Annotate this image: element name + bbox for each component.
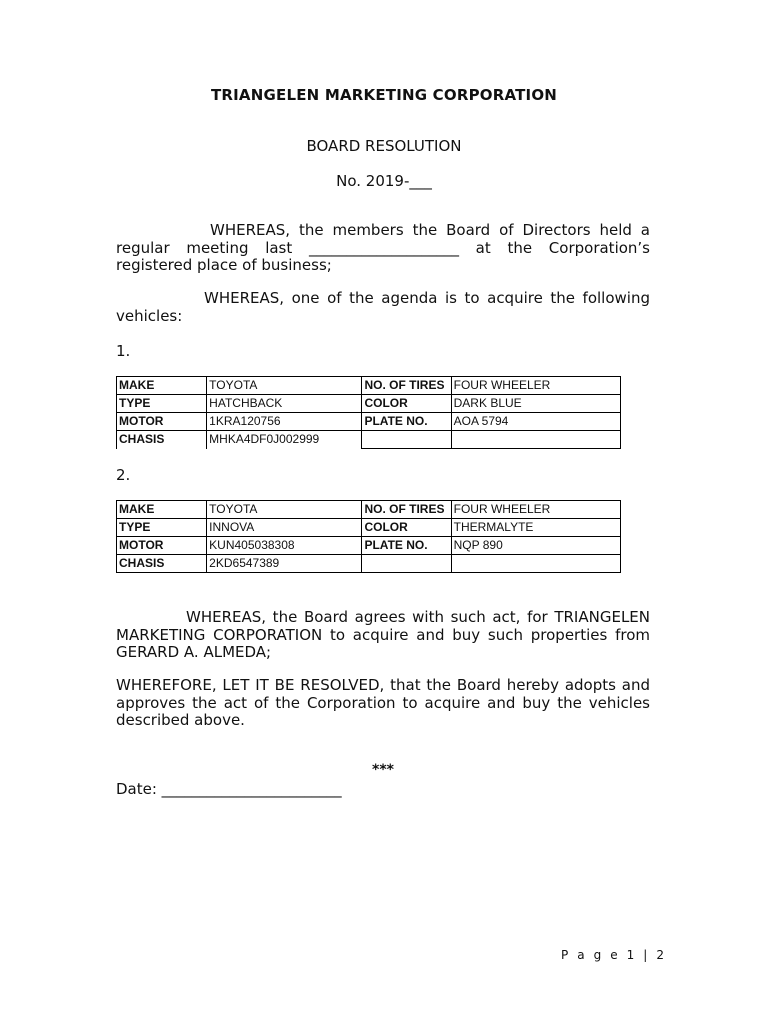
table-cell-value bbox=[451, 431, 620, 449]
table-row bbox=[117, 413, 621, 431]
company-title: TRIANGELEN MARKETING CORPORATION bbox=[210, 86, 558, 104]
vehicle-1-number: 1. bbox=[116, 342, 131, 360]
whereas-board-paragraph: WHEREAS, the Board agrees with such act, for TRIANGELEN MARKETING CORPORATION to acquire and buy such properties from GERARD A. ALMEDA; bbox=[116, 608, 650, 661]
table-row bbox=[117, 377, 621, 395]
document-type: BOARD RESOLUTION bbox=[306, 137, 462, 155]
table-cell-key: MAKE bbox=[117, 377, 207, 395]
table-cell-key: NO. OF TIRES bbox=[362, 377, 451, 395]
table-cell-value: 1KRA120756 bbox=[207, 413, 362, 431]
table-cell-value: TOYOTA bbox=[207, 501, 362, 519]
table-cell-value: FOUR WHEELER bbox=[451, 377, 620, 395]
table-cell-value: AOA 5794 bbox=[451, 413, 620, 431]
table-row bbox=[117, 501, 621, 519]
table-cell-value bbox=[451, 555, 620, 573]
table-row bbox=[117, 519, 621, 537]
table-row bbox=[117, 395, 621, 413]
table-cell-value: FOUR WHEELER bbox=[451, 501, 620, 519]
page-number-footer: P a g e 1 | 2 bbox=[561, 948, 667, 962]
table-cell-key: PLATE NO. bbox=[362, 413, 451, 431]
table-cell-key: CHASIS bbox=[117, 431, 207, 449]
table-cell-key: MOTOR bbox=[117, 537, 207, 555]
table-cell-value: HATCHBACK bbox=[207, 395, 362, 413]
whereas-agenda-paragraph: WHEREAS, one of the agenda is to acquire the following vehicles: bbox=[116, 289, 650, 325]
separator-stars: *** bbox=[372, 762, 394, 778]
wherefore-paragraph: WHEREFORE, LET IT BE RESOLVED, that the Board hereby adopts and approves the act of the Corporation to acquire and buy the vehicles described above. bbox=[116, 676, 650, 729]
table-cell-value: KUN405038308 bbox=[207, 537, 362, 555]
table-cell-value: THERMALYTE bbox=[451, 519, 620, 537]
table-cell-value: NQP 890 bbox=[451, 537, 620, 555]
table-cell-key: CHASIS bbox=[117, 555, 207, 573]
table-cell-key: MOTOR bbox=[117, 413, 207, 431]
table-cell-key bbox=[362, 431, 451, 449]
table-cell-key: TYPE bbox=[117, 519, 207, 537]
table-cell-key: COLOR bbox=[362, 395, 451, 413]
table-cell-key bbox=[362, 555, 451, 573]
vehicle-2-number: 2. bbox=[116, 466, 131, 484]
table-row bbox=[117, 555, 621, 573]
vehicle-1-table bbox=[116, 376, 621, 449]
table-cell-value: INNOVA bbox=[207, 519, 362, 537]
date-line: Date: ________________________ bbox=[116, 780, 342, 798]
table-cell-key: MAKE bbox=[117, 501, 207, 519]
table-cell-value: MHKA4DF0J002999 bbox=[207, 431, 362, 449]
vehicle-2-table bbox=[116, 500, 621, 573]
whereas-meeting-paragraph: WHEREAS, the members the Board of Directors held a regular meeting last ____________________ at the Corporation’s registered place of business; bbox=[116, 221, 650, 274]
table-cell-key: COLOR bbox=[362, 519, 451, 537]
table-cell-value: TOYOTA bbox=[207, 377, 362, 395]
table-row bbox=[117, 537, 621, 555]
table-cell-value: DARK BLUE bbox=[451, 395, 620, 413]
table-cell-key: PLATE NO. bbox=[362, 537, 451, 555]
table-row bbox=[117, 431, 621, 449]
table-cell-value: 2KD6547389 bbox=[207, 555, 362, 573]
table-cell-key: TYPE bbox=[117, 395, 207, 413]
table-cell-key: NO. OF TIRES bbox=[362, 501, 451, 519]
resolution-number: No. 2019-___ bbox=[336, 172, 432, 190]
